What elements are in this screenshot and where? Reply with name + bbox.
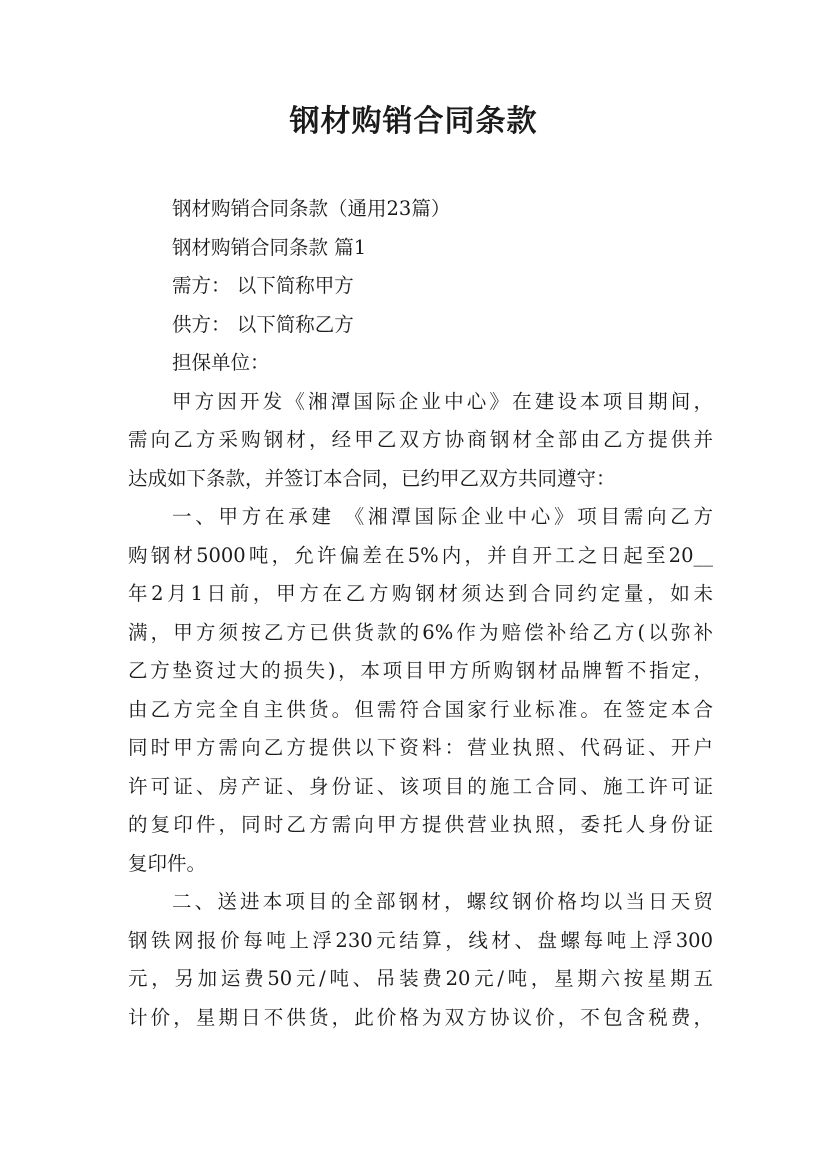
paragraph-line: 钢铁网报价每吨上浮230元结算，线材、盘螺每吨上浮300 [128,928,713,952]
paragraph-line: 年2月1日前，甲方在乙方购钢材须达到合同约定量，如未 [128,582,713,605]
paragraph-line: 的复印件，同时乙方需向甲方提供营业执照，委托人身份证 [128,813,713,836]
party-demand-line: 需方： 以下简称甲方 [172,274,354,297]
guarantor-line: 担保单位： [172,351,270,374]
paragraph-line: 复印件。 [128,851,207,875]
paragraph-line: 元，另加运费50元/吨、吊装费20元/吨，星期六按星期五 [128,967,713,990]
paragraph-line: 需向乙方采购钢材，经甲乙双方协商钢材全部由乙方提供并 [128,428,713,451]
document-body [128,190,713,1037]
paragraph-line: 一、甲方在承建 《湘潭国际企业中心》项目需向乙方 [172,505,713,528]
paragraph-line: 满，甲方须按乙方已供货款的6%作为赔偿补给乙方(以弥补 [128,620,713,644]
paragraph-line: 甲方因开发《湘潭国际企业中心》在建设本项目期间， [172,389,713,413]
paragraph-line: 由乙方完全自主供货。但需符合国家行业标准。在签定本合 [128,697,713,721]
paragraph-line: 购钢材5000吨，允许偏差在5%内，并自开工之日起至20__ [128,543,713,567]
party-supply-line: 供方： 以下简称乙方 [172,312,354,336]
subtitle-line: 钢材购销合同条款（通用23篇） [172,197,451,220]
document-title: 钢材购销合同条款 [289,104,538,139]
section-heading: 钢材购销合同条款 篇1 [172,235,367,259]
paragraph-line: 同时甲方需向乙方提供以下资料：营业执照、代码证、开户 [128,736,713,759]
paragraph-line: 乙方垫资过大的损失)，本项目甲方所购钢材品牌暂不指定， [128,659,713,682]
paragraph-line: 二、送进本项目的全部钢材，螺纹钢价格均以当日天贸 [172,890,713,913]
paragraph-line: 许可证、房产证、身份证、该项目的施工合同、施工许可证 [128,774,713,798]
paragraph-line: 计价，星期日不供货，此价格为双方协议价，不包含税费， [128,1005,713,1029]
paragraph-line: 达成如下条款，并签订本合同，已约甲乙双方共同遵守： [128,466,616,490]
